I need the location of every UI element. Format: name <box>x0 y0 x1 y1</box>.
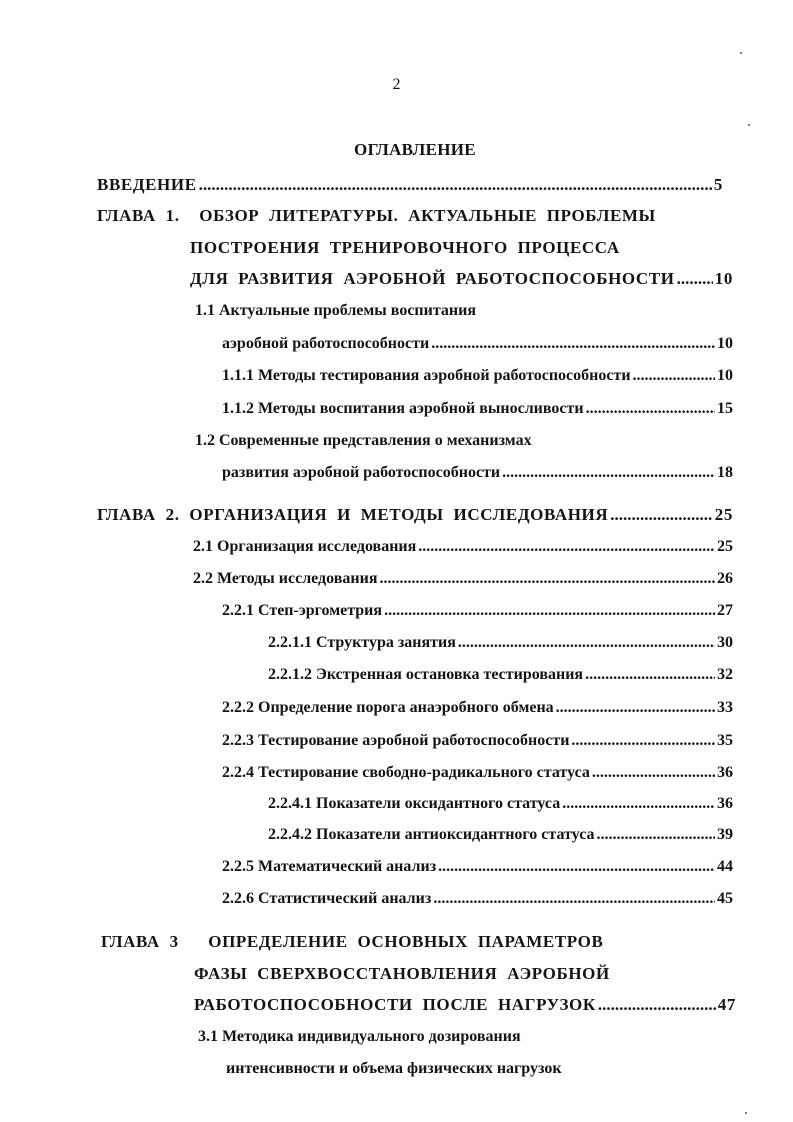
toc-entry-intro[interactable] <box>97 173 723 197</box>
chapter-1-title-line2: ПОСТРОЕНИЯ ТРЕНИРОВОЧНОГО ПРОЦЕССА <box>190 238 620 257</box>
toc-entry-label: 2.2.4 Тестирование свободно-радикального статуса <box>222 764 590 781</box>
toc-page-number: 36 <box>717 764 733 781</box>
dot-leader <box>418 535 715 559</box>
chapter-3-heading[interactable] <box>101 930 603 954</box>
toc-entry-2-2-4-2[interactable] <box>268 823 733 847</box>
toc-entry-label: 2.2.6 Статистический анализ <box>222 890 432 907</box>
toc-page-number: 26 <box>717 570 733 587</box>
page-number: 2 <box>392 76 401 93</box>
dot-leader <box>458 631 715 655</box>
dot-leader <box>199 173 712 197</box>
toc-entry-label: 1.1.1 Методы тестирования аэробной работоспособности <box>222 367 631 384</box>
dot-leader <box>384 599 715 623</box>
toc-entry-2-2-5[interactable] <box>222 855 733 879</box>
section-1-2-line1: 1.2 Современные представления о механизмах <box>195 432 532 449</box>
dot-leader <box>438 855 715 879</box>
toc-page-number: 25 <box>717 538 733 555</box>
toc-entry-label: 2.2.3 Тестирование аэробной работоспособности <box>222 732 570 749</box>
toc-page-number: 39 <box>717 826 733 843</box>
toc-page-number: 36 <box>717 795 733 812</box>
toc-page-number: 33 <box>717 699 733 716</box>
toc-entry-label: 1.1.2 Методы воспитания аэробной выносливости <box>222 400 584 417</box>
dot-leader <box>598 993 716 1017</box>
dot-leader <box>633 364 715 388</box>
toc-page-number: 32 <box>717 666 733 683</box>
toc-entry-label: 2.2.1 Степ-эргометрия <box>222 602 383 619</box>
toc-entry-label: 2.2.1.1 Структура занятия <box>268 634 456 651</box>
toc-entry-label: 2.2.2 Определение порога анаэробного обмена <box>222 699 554 716</box>
dot-leader <box>433 887 715 911</box>
section-3-1-line2: интенсивности и объема физических нагрузок <box>226 1060 562 1077</box>
chapter-3-title-line3: РАБОТОСПОСОБНОСТИ ПОСЛЕ НАГРУЗОК <box>194 995 596 1014</box>
toc-page-number: 15 <box>717 400 733 417</box>
toc-page-number: 5 <box>713 175 723 194</box>
toc-entry-label: 2.2.4.2 Показатели антиоксидантного статуса <box>268 826 595 843</box>
scan-speck <box>745 1112 747 1114</box>
chapter-3-number: ГЛАВА 3 <box>101 932 179 951</box>
toc-entry-chapter-3[interactable] <box>194 993 736 1017</box>
chapter-1-title-line3: ДЛЯ РАЗВИТИЯ АЭРОБНОЙ РАБОТОСПОСОБНОСТИ <box>190 269 675 288</box>
toc-entry-label: 2.2.5 Математический анализ <box>222 858 437 875</box>
chapter-3-title-line1: ОПРЕДЕЛЕНИЕ ОСНОВНЫХ ПАРАМЕТРОВ <box>208 932 604 951</box>
dot-leader <box>502 461 715 485</box>
dot-leader <box>431 332 715 356</box>
toc-entry-chapter-1[interactable] <box>190 267 733 291</box>
toc-entry-2-2-1-1[interactable] <box>268 631 733 655</box>
toc-page-number: 35 <box>717 732 733 749</box>
toc-entry-label: 2.2.1.2 Экстренная остановка тестирования <box>268 666 584 683</box>
chapter-1-title-line1: ОБЗОР ЛИТЕРАТУРЫ. АКТУАЛЬНЫЕ ПРОБЛЕМЫ <box>199 206 656 225</box>
toc-entry-2-2-1[interactable] <box>222 599 733 623</box>
dot-leader <box>585 663 715 687</box>
chapter-1-heading[interactable] <box>97 204 656 228</box>
toc-entry-label: аэробной работоспособности <box>222 335 430 352</box>
toc-page-number: 27 <box>717 602 733 619</box>
toc-page-number: 30 <box>717 634 733 651</box>
toc-entry-label: 2.2.4.1 Показатели оксидантного статуса <box>268 795 561 812</box>
toc-page-number: 44 <box>717 858 733 875</box>
dot-leader <box>610 503 713 527</box>
toc-page-number: 45 <box>717 890 733 907</box>
toc-entry-2-1[interactable] <box>193 535 733 559</box>
toc-entry-1-2[interactable] <box>222 461 733 485</box>
section-3-1-line1: 3.1 Методика индивидуального дозирования <box>198 1028 521 1045</box>
dot-leader <box>677 267 713 291</box>
toc-page-number: 10 <box>717 335 733 352</box>
toc-page-number: 47 <box>717 995 736 1014</box>
dot-leader <box>379 567 715 591</box>
chapter-3-title-line2: ФАЗЫ СВЕРХВОССТАНОВЛЕНИЯ АЭРОБНОЙ <box>194 964 610 983</box>
toc-page-number: 18 <box>717 464 733 481</box>
toc-entry-2-2-6[interactable] <box>222 887 733 911</box>
dot-leader <box>571 729 715 753</box>
scan-speck <box>748 124 750 126</box>
toc-page-number: 10 <box>714 269 733 288</box>
dot-leader <box>556 696 715 720</box>
dot-leader <box>586 397 715 421</box>
toc-entry-2-2-3[interactable] <box>222 729 733 753</box>
toc-entry-2-2-1-2[interactable] <box>268 663 733 687</box>
toc-entry-2-2-2[interactable] <box>222 696 733 720</box>
chapter-2-title: ГЛАВА 2. ОРГАНИЗАЦИЯ И МЕТОДЫ ИССЛЕДОВАНИЯ <box>97 505 609 524</box>
dot-leader <box>596 823 715 847</box>
chapter-1-number: ГЛАВА 1. <box>97 206 180 225</box>
toc-title: ОГЛАВЛЕНИЕ <box>354 140 476 159</box>
toc-page-number: 25 <box>714 505 733 524</box>
section-1-1-line1: 1.1 Актуальные проблемы воспитания <box>195 302 477 319</box>
dot-leader <box>562 792 715 816</box>
toc-entry-label: ВВЕДЕНИЕ <box>97 175 197 194</box>
toc-entry-label: 2.1 Организация исследования <box>193 538 417 555</box>
toc-entry-label: развития аэробной работоспособности <box>222 464 501 481</box>
toc-entry-1-1[interactable] <box>222 332 733 356</box>
toc-entry-2-2[interactable] <box>193 567 733 591</box>
scan-speck <box>740 52 742 54</box>
toc-entry-chapter-2[interactable] <box>97 503 733 527</box>
toc-entry-1-1-1[interactable] <box>222 364 733 388</box>
toc-page-number: 10 <box>717 367 733 384</box>
toc-entry-2-2-4[interactable] <box>222 761 733 785</box>
dot-leader <box>592 761 715 785</box>
toc-entry-label: 2.2 Методы исследования <box>193 570 378 587</box>
toc-entry-1-1-2[interactable] <box>222 397 733 421</box>
toc-entry-2-2-4-1[interactable] <box>268 792 733 816</box>
